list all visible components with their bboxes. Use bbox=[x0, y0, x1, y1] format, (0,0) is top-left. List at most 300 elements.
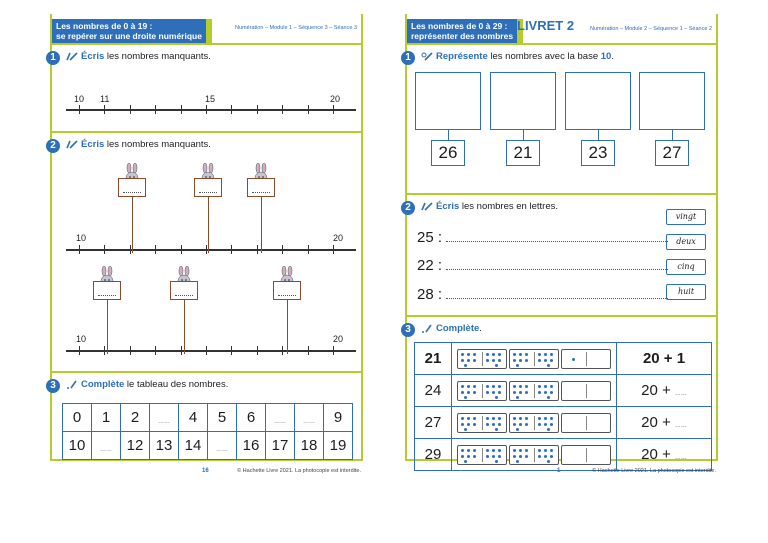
exercise-number: 2 bbox=[46, 139, 60, 153]
domino-pip bbox=[473, 359, 476, 362]
number-label: 20 bbox=[333, 334, 344, 344]
table-row bbox=[415, 439, 712, 471]
instruction bbox=[421, 323, 482, 334]
domino-pip bbox=[538, 423, 541, 426]
instruction-text: les nombres manquants. bbox=[104, 139, 211, 150]
number-label: 10 bbox=[76, 334, 87, 344]
domino-pip bbox=[547, 428, 550, 431]
domino-pip bbox=[473, 385, 476, 388]
word-card: vingt bbox=[666, 209, 706, 225]
table-cell: 14 bbox=[179, 432, 208, 460]
domino-pip bbox=[461, 353, 464, 356]
expression-text: 20 + bbox=[641, 446, 675, 463]
instruction-verb: Écris bbox=[81, 51, 105, 62]
domino bbox=[509, 445, 559, 465]
domino-pip bbox=[486, 391, 489, 394]
table-cell: 1 bbox=[92, 404, 121, 432]
instruction-verb: Écris bbox=[436, 201, 460, 212]
domino bbox=[561, 445, 611, 465]
number-line-tick bbox=[155, 105, 156, 114]
sign-post bbox=[184, 300, 185, 354]
answer-blank bbox=[123, 192, 141, 193]
domino-pip bbox=[498, 353, 501, 356]
number-line-tick bbox=[308, 245, 309, 254]
connector-line bbox=[523, 130, 524, 140]
number-cell: 24 bbox=[415, 375, 452, 407]
domino-pip bbox=[473, 423, 476, 426]
pencil-icon bbox=[66, 52, 78, 61]
number-line-tick bbox=[155, 245, 156, 254]
number-box: 23 bbox=[581, 140, 615, 166]
page-number: 16 bbox=[202, 468, 209, 474]
domino-pip bbox=[464, 396, 467, 399]
domino-pip bbox=[547, 460, 550, 463]
left-exercise-3 bbox=[52, 371, 361, 461]
domino-pip bbox=[461, 417, 464, 420]
drawing-box[interactable] bbox=[639, 72, 705, 130]
domino-pip bbox=[525, 417, 528, 420]
exercise-number: 1 bbox=[401, 51, 415, 65]
right-exercise-2 bbox=[407, 193, 716, 315]
domino-pip bbox=[473, 391, 476, 394]
right-title-line2: représenter des nombres bbox=[411, 31, 514, 41]
domino-pip bbox=[513, 385, 516, 388]
domino-pip bbox=[550, 417, 553, 420]
domino bbox=[457, 445, 507, 465]
number-line-tick bbox=[130, 346, 131, 355]
expression-text: 20 + bbox=[641, 414, 675, 431]
exercise-number: 3 bbox=[46, 379, 60, 393]
domino-pip bbox=[492, 385, 495, 388]
domino-pip bbox=[538, 455, 541, 458]
answer-blank[interactable]: …… bbox=[674, 455, 687, 461]
domino-pip bbox=[513, 449, 516, 452]
number-cell: 27 bbox=[415, 407, 452, 439]
domino-pip bbox=[486, 417, 489, 420]
domino-pip bbox=[498, 455, 501, 458]
write-line bbox=[417, 229, 668, 246]
number-cell: 29 bbox=[415, 439, 452, 471]
domino-pip bbox=[498, 417, 501, 420]
domino-pip bbox=[516, 364, 519, 367]
number-line-tick bbox=[104, 245, 105, 254]
domino-pip bbox=[495, 428, 498, 431]
domino bbox=[457, 413, 507, 433]
domino bbox=[509, 381, 559, 401]
domino-pip bbox=[525, 449, 528, 452]
left-exercise-2 bbox=[52, 131, 361, 371]
page-number: 1 bbox=[557, 468, 561, 474]
domino-pip bbox=[525, 391, 528, 394]
domino-pip bbox=[572, 358, 575, 361]
instruction-text: le tableau des nombres. bbox=[124, 379, 229, 390]
number-line-tick bbox=[308, 346, 309, 355]
domino-pip bbox=[516, 428, 519, 431]
domino-pip bbox=[513, 359, 516, 362]
sign-post bbox=[261, 197, 262, 253]
number-label: 10 bbox=[76, 233, 87, 243]
instruction-text: les nombres en lettres. bbox=[459, 201, 558, 212]
domino-pip bbox=[544, 359, 547, 362]
word-card: deux bbox=[666, 234, 706, 250]
answer-blank[interactable]: …… bbox=[674, 423, 687, 429]
instruction bbox=[421, 201, 558, 212]
left-title-line2: se repérer sur une droite numérique bbox=[56, 31, 202, 41]
number-label: 20 bbox=[330, 94, 341, 104]
domino-pip bbox=[467, 417, 470, 420]
number-line-tick bbox=[231, 105, 232, 114]
domino-pip bbox=[467, 449, 470, 452]
instruction-text: les nombres avec la base bbox=[487, 51, 601, 62]
answer-sign[interactable] bbox=[93, 281, 121, 300]
domino-pip bbox=[467, 353, 470, 356]
number-line-tick bbox=[181, 346, 182, 355]
table-cell: 9 bbox=[324, 404, 353, 432]
number-line-tick bbox=[206, 346, 207, 355]
number-line-tick bbox=[333, 105, 334, 114]
domino-pip bbox=[492, 449, 495, 452]
domino-pip bbox=[550, 391, 553, 394]
table-cell[interactable]: …… bbox=[208, 432, 237, 460]
number-line-tick bbox=[104, 105, 105, 114]
number-line-tick bbox=[333, 245, 334, 254]
instruction-end: . bbox=[611, 51, 614, 62]
answer-line[interactable] bbox=[446, 298, 668, 299]
copyright-footer: © Hachette Livre 2021. La photocopie est interdite. bbox=[592, 468, 716, 474]
domino-pip bbox=[525, 359, 528, 362]
domino-pip bbox=[486, 359, 489, 362]
number-label: 10 bbox=[74, 94, 85, 104]
livret-label: LIVRET 2 bbox=[517, 18, 575, 33]
left-title-line1: Les nombres de 0 à 19 : bbox=[56, 21, 153, 31]
number-prompt: 28 : bbox=[417, 286, 443, 303]
domino-cell[interactable] bbox=[452, 375, 617, 407]
table-cell[interactable]: …… bbox=[295, 404, 324, 432]
left-exercise-1 bbox=[52, 43, 361, 131]
number-line-tick bbox=[181, 245, 182, 254]
connector-line bbox=[672, 130, 673, 140]
domino-pip bbox=[513, 423, 516, 426]
answer-line[interactable] bbox=[446, 269, 668, 270]
domino-pip bbox=[467, 359, 470, 362]
domino-pip bbox=[486, 385, 489, 388]
domino-pip bbox=[486, 449, 489, 452]
number-line bbox=[66, 350, 356, 352]
domino-pip bbox=[544, 423, 547, 426]
expression-text: 20 + bbox=[641, 382, 675, 399]
domino-pip bbox=[519, 391, 522, 394]
table-cell: 13 bbox=[150, 432, 179, 460]
instruction-text: les nombres manquants. bbox=[104, 51, 211, 62]
number-line-tick bbox=[282, 346, 283, 355]
domino-pip bbox=[473, 449, 476, 452]
domino-pip bbox=[519, 423, 522, 426]
domino bbox=[561, 381, 611, 401]
table-cell: 18 bbox=[295, 432, 324, 460]
pencil-icon bbox=[66, 140, 78, 149]
answer-blank[interactable]: …… bbox=[674, 391, 687, 397]
domino-pip bbox=[467, 455, 470, 458]
domino-pip bbox=[492, 455, 495, 458]
instruction bbox=[421, 51, 614, 62]
number-label: 11 bbox=[100, 94, 110, 104]
table-cell: 16 bbox=[237, 432, 266, 460]
domino-pip bbox=[547, 396, 550, 399]
domino-table bbox=[414, 342, 712, 471]
right-header bbox=[407, 14, 716, 43]
domino-pip bbox=[544, 455, 547, 458]
domino-pip bbox=[473, 353, 476, 356]
table-cell[interactable]: …… bbox=[150, 404, 179, 432]
number-line-tick bbox=[79, 105, 80, 114]
number-box: 21 bbox=[506, 140, 540, 166]
domino-pip bbox=[519, 353, 522, 356]
domino-pip bbox=[525, 423, 528, 426]
number-line-tick bbox=[231, 346, 232, 355]
sign-post bbox=[107, 300, 108, 354]
expression-cell[interactable] bbox=[617, 407, 712, 439]
expression-cell[interactable] bbox=[617, 375, 712, 407]
write-line bbox=[417, 257, 668, 274]
answer-blank bbox=[98, 295, 116, 296]
domino-pip bbox=[467, 385, 470, 388]
table-cell: 10 bbox=[63, 432, 92, 460]
instruction bbox=[66, 139, 211, 150]
instruction-verb: Complète bbox=[436, 323, 480, 334]
domino-pip bbox=[519, 455, 522, 458]
domino-cell[interactable] bbox=[452, 439, 617, 471]
domino-pip bbox=[525, 455, 528, 458]
right-title-line1: Les nombres de 0 à 29 : bbox=[411, 21, 508, 31]
domino-pip bbox=[461, 385, 464, 388]
domino-pip bbox=[473, 455, 476, 458]
domino-pip bbox=[467, 423, 470, 426]
table-cell: 17 bbox=[266, 432, 295, 460]
number-box: 27 bbox=[655, 140, 689, 166]
domino-pip bbox=[498, 385, 501, 388]
domino-pip bbox=[538, 359, 541, 362]
instruction-verb: Complète bbox=[81, 379, 125, 390]
connector-line bbox=[448, 130, 449, 140]
left-meta: Numération – Module 1 – Séquence 3 – Séance 3 bbox=[235, 25, 357, 31]
number-line-tick bbox=[282, 105, 283, 114]
connector-line bbox=[598, 130, 599, 140]
number-line-tick bbox=[130, 105, 131, 114]
right-meta: Numération – Module 2 – Séquence 1 – Séance 2 bbox=[590, 26, 712, 32]
table-cell[interactable]: …… bbox=[92, 432, 121, 460]
number-table bbox=[62, 403, 353, 460]
left-title-tab bbox=[52, 19, 212, 43]
base-value: 10 bbox=[600, 51, 612, 62]
domino bbox=[561, 413, 611, 433]
domino bbox=[457, 349, 507, 369]
answer-sign[interactable] bbox=[247, 178, 275, 197]
table-cell: 12 bbox=[121, 432, 150, 460]
number-line-tick bbox=[79, 346, 80, 355]
domino-cell bbox=[452, 343, 617, 375]
right-exercise-3 bbox=[407, 315, 716, 461]
exercise-number: 1 bbox=[46, 51, 60, 65]
answer-blank bbox=[252, 192, 270, 193]
number-line-tick bbox=[257, 245, 258, 254]
domino-pip bbox=[461, 359, 464, 362]
number-line-tick bbox=[333, 346, 334, 355]
domino-pip bbox=[498, 449, 501, 452]
instruction-verb: Écris bbox=[81, 139, 105, 150]
domino-pip bbox=[550, 423, 553, 426]
domino-pip bbox=[492, 423, 495, 426]
pencil-icon bbox=[421, 52, 433, 61]
instruction bbox=[66, 379, 228, 390]
domino-pip bbox=[519, 449, 522, 452]
domino-pip bbox=[498, 423, 501, 426]
domino-pip bbox=[461, 455, 464, 458]
domino-pip bbox=[495, 396, 498, 399]
domino-pip bbox=[544, 353, 547, 356]
domino-pip bbox=[519, 385, 522, 388]
domino bbox=[509, 349, 559, 369]
domino-pip bbox=[547, 364, 550, 367]
answer-sign[interactable] bbox=[170, 281, 198, 300]
number-line-tick bbox=[308, 105, 309, 114]
expression-text: 20 + 1 bbox=[642, 350, 686, 367]
domino-pip bbox=[461, 449, 464, 452]
domino-pip bbox=[473, 417, 476, 420]
number-line-tick bbox=[181, 105, 182, 114]
number-label: 20 bbox=[333, 233, 344, 243]
right-exercise-1 bbox=[407, 43, 716, 193]
domino-pip bbox=[513, 455, 516, 458]
table-cell: 4 bbox=[179, 404, 208, 432]
left-page bbox=[50, 14, 363, 474]
domino-pip bbox=[492, 391, 495, 394]
domino-pip bbox=[461, 423, 464, 426]
domino-pip bbox=[550, 385, 553, 388]
expression-cell[interactable] bbox=[617, 439, 712, 471]
word-card: huit bbox=[666, 284, 706, 300]
copyright-footer: © Hachette Livre 2021. La photocopie est interdite. bbox=[237, 468, 361, 474]
domino-pip bbox=[464, 460, 467, 463]
domino-cell[interactable] bbox=[452, 407, 617, 439]
domino-pip bbox=[538, 417, 541, 420]
table-cell: 2 bbox=[121, 404, 150, 432]
domino-pip bbox=[495, 364, 498, 367]
answer-sign[interactable] bbox=[194, 178, 222, 197]
drawing-box[interactable] bbox=[415, 72, 481, 130]
number-line-tick bbox=[104, 346, 105, 355]
number-line-tick bbox=[257, 105, 258, 114]
domino-pip bbox=[544, 417, 547, 420]
domino-pip bbox=[464, 364, 467, 367]
domino-pip bbox=[498, 391, 501, 394]
exercise-number: 3 bbox=[401, 323, 415, 337]
answer-sign[interactable] bbox=[118, 178, 146, 197]
domino-pip bbox=[464, 428, 467, 431]
number-line bbox=[66, 249, 356, 251]
exercise-number: 2 bbox=[401, 201, 415, 215]
number-line-tick bbox=[206, 245, 207, 254]
table-cell: 5 bbox=[208, 404, 237, 432]
domino-pip bbox=[492, 359, 495, 362]
drawing-box[interactable] bbox=[490, 72, 556, 130]
drawing-box[interactable] bbox=[565, 72, 631, 130]
table-cell: 19 bbox=[324, 432, 353, 460]
domino-pip bbox=[550, 455, 553, 458]
answer-blank bbox=[199, 192, 217, 193]
number-box: 26 bbox=[431, 140, 465, 166]
number-line-tick bbox=[155, 346, 156, 355]
domino-pip bbox=[498, 359, 501, 362]
number-line-tick bbox=[130, 245, 131, 254]
pencil-icon bbox=[421, 324, 433, 333]
domino-pip bbox=[467, 391, 470, 394]
number-cell: 21 bbox=[415, 343, 452, 375]
domino-pip bbox=[519, 359, 522, 362]
domino-pip bbox=[550, 353, 553, 356]
domino bbox=[457, 381, 507, 401]
domino-pip bbox=[486, 353, 489, 356]
domino-pip bbox=[550, 449, 553, 452]
word-card: cinq bbox=[666, 259, 706, 275]
domino-pip bbox=[461, 391, 464, 394]
domino-pip bbox=[513, 391, 516, 394]
domino-pip bbox=[550, 359, 553, 362]
domino-pip bbox=[525, 385, 528, 388]
instruction-text: . bbox=[479, 323, 482, 334]
domino-pip bbox=[538, 391, 541, 394]
answer-line[interactable] bbox=[446, 241, 668, 242]
number-prompt: 25 : bbox=[417, 229, 443, 246]
domino bbox=[561, 349, 611, 369]
domino-pip bbox=[495, 460, 498, 463]
domino-pip bbox=[544, 391, 547, 394]
pencil-icon bbox=[66, 380, 78, 389]
domino-pip bbox=[516, 460, 519, 463]
domino-pip bbox=[544, 385, 547, 388]
domino-pip bbox=[538, 385, 541, 388]
table-row bbox=[415, 407, 712, 439]
number-line bbox=[66, 109, 356, 111]
table-row bbox=[415, 375, 712, 407]
answer-blank bbox=[278, 295, 296, 296]
answer-blank bbox=[175, 295, 193, 296]
sign-post bbox=[287, 300, 288, 354]
domino-pip bbox=[538, 449, 541, 452]
number-line-tick bbox=[79, 245, 80, 254]
table-row bbox=[415, 343, 712, 375]
number-line-tick bbox=[282, 245, 283, 254]
table-cell: 6 bbox=[237, 404, 266, 432]
answer-sign[interactable] bbox=[273, 281, 301, 300]
pencil-icon bbox=[421, 202, 433, 211]
left-header bbox=[52, 14, 361, 43]
number-line-tick bbox=[206, 105, 207, 114]
domino-pip bbox=[513, 417, 516, 420]
expression-cell bbox=[617, 343, 712, 375]
domino-pip bbox=[486, 423, 489, 426]
domino-pip bbox=[492, 353, 495, 356]
domino-pip bbox=[516, 396, 519, 399]
write-line bbox=[417, 286, 668, 303]
instruction-verb: Représente bbox=[436, 51, 488, 62]
domino-pip bbox=[513, 353, 516, 356]
number-label: 15 bbox=[205, 94, 216, 104]
table-cell[interactable]: …… bbox=[266, 404, 295, 432]
sign-post bbox=[132, 197, 133, 253]
number-prompt: 22 : bbox=[417, 257, 443, 274]
domino-pip bbox=[538, 353, 541, 356]
domino bbox=[509, 413, 559, 433]
